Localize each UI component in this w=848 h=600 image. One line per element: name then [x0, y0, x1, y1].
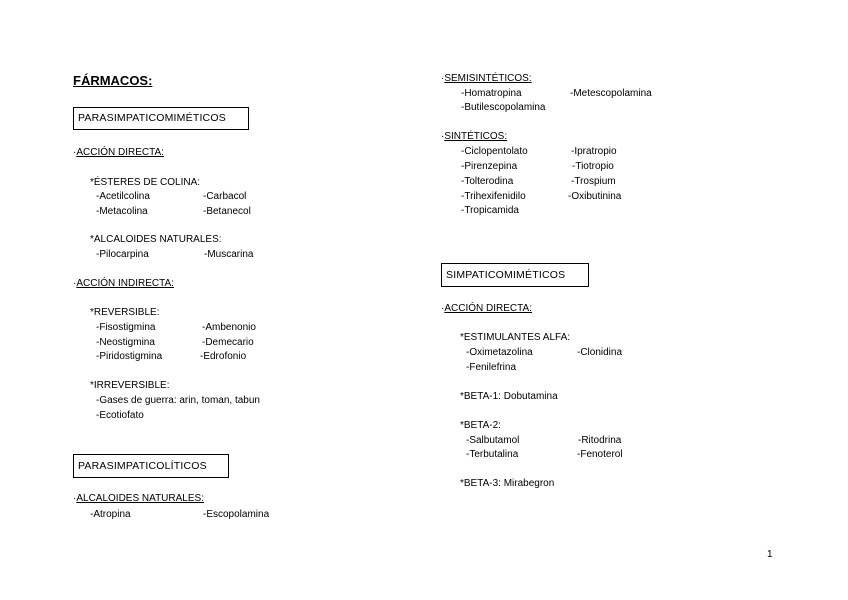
- list-item: -Neostigmina: [96, 337, 155, 348]
- beta3-line: *BETA-3: Mirabegron: [460, 478, 555, 489]
- section-box-simpaticomimeticos: SIMPATICOMIMÉTICOS: [441, 263, 589, 287]
- list-item: -Muscarina: [204, 249, 254, 260]
- list-item: -Gases de guerra: arin, toman, tabun: [96, 395, 260, 406]
- accion-directa-label-right: ACCIÓN DIRECTA:: [444, 303, 532, 314]
- list-item: -Clonidina: [577, 347, 623, 358]
- list-item: -Trospium: [571, 176, 616, 187]
- section-box-parasimpaticoliticos: PARASIMPATICOLÍTICOS: [73, 454, 229, 478]
- alcaloides-naturales-heading: ·ALCALOIDES NATURALES:: [73, 493, 204, 504]
- list-item: -Trihexifenidilo: [461, 191, 526, 202]
- estimulantes-alfa-label: *ESTIMULANTES ALFA:: [460, 332, 571, 343]
- esteres-colina-label: *ÉSTERES DE COLINA:: [90, 177, 201, 188]
- list-item: -Oxibutinina: [568, 191, 622, 202]
- list-item: -Ipratropio: [571, 146, 617, 157]
- list-item: -Tiotropio: [572, 161, 614, 172]
- list-item: -Pirenzepina: [461, 161, 518, 172]
- list-item: -Fenoterol: [577, 449, 623, 460]
- list-item: -Ritodrina: [578, 435, 622, 446]
- list-item: -Ciclopentolato: [461, 146, 528, 157]
- list-item: -Edrofonio: [200, 351, 247, 362]
- list-item: -Butilescopolamina: [461, 102, 546, 113]
- irreversible-label: *IRREVERSIBLE:: [90, 380, 170, 391]
- semisinteticos-label: SEMISINTÉTICOS:: [444, 73, 532, 84]
- list-item: -Tolterodina: [461, 176, 514, 187]
- list-item: -Tropicamida: [461, 205, 519, 216]
- accion-indirecta-heading: ·ACCIÓN INDIRECTA:: [73, 278, 174, 289]
- list-item: -Fisostigmina: [96, 322, 156, 333]
- alcaloides-naturales-heading-label: ALCALOIDES NATURALES:: [76, 493, 204, 504]
- list-item: -Oximetazolina: [466, 347, 533, 358]
- alcaloides-naturales-label: *ALCALOIDES NATURALES:: [90, 234, 222, 245]
- accion-directa-label: ACCIÓN DIRECTA:: [76, 147, 164, 158]
- beta1-line: *BETA-1: Dobutamina: [460, 391, 558, 402]
- list-item: -Salbutamol: [466, 435, 520, 446]
- section-box-parasimpaticomimeticos: PARASIMPATICOMIMÉTICOS: [73, 107, 249, 130]
- sinteticos-label: SINTÉTICOS:: [444, 131, 508, 142]
- page-number: 1: [767, 549, 773, 560]
- accion-directa-heading: ·ACCIÓN DIRECTA:: [73, 147, 164, 158]
- list-item: -Ambenonio: [202, 322, 256, 333]
- list-item: -Ecotiofato: [96, 410, 144, 421]
- accion-indirecta-label: ACCIÓN INDIRECTA:: [76, 278, 174, 289]
- list-item: -Pilocarpina: [96, 249, 149, 260]
- list-item: -Demecario: [202, 337, 254, 348]
- list-item: -Homatropina: [461, 88, 522, 99]
- reversible-label: *REVERSIBLE:: [90, 307, 160, 318]
- list-item: -Betanecol: [203, 206, 251, 217]
- sinteticos-heading: ·SINTÉTICOS:: [441, 131, 508, 142]
- list-item: -Terbutalina: [466, 449, 519, 460]
- list-item: -Atropina: [90, 509, 131, 520]
- list-item: -Carbacol: [203, 191, 247, 202]
- beta2-label: *BETA-2:: [460, 420, 501, 431]
- list-item: -Fenilefrina: [466, 362, 517, 373]
- list-item: -Acetilcolina: [96, 191, 150, 202]
- page-title: FÁRMACOS:: [73, 73, 153, 88]
- list-item: -Piridostigmina: [96, 351, 163, 362]
- list-item: -Escopolamina: [203, 509, 270, 520]
- semisinteticos-heading: ·SEMISINTÉTICOS:: [441, 73, 532, 84]
- accion-directa-heading-right: ·ACCIÓN DIRECTA:: [441, 303, 532, 314]
- list-item: -Metacolina: [96, 206, 148, 217]
- list-item: -Metescopolamina: [570, 88, 652, 99]
